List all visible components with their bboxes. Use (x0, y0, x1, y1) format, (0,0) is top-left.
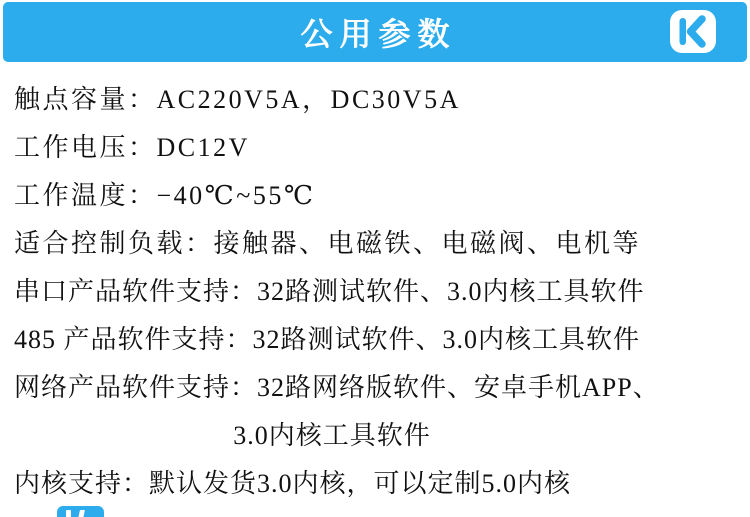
parameter-list (0, 76, 750, 508)
section-header-bar (3, 2, 747, 62)
param-line-serial-software: 串口产品软件支持：32路测试软件、3.0内核工具软件 (14, 277, 645, 306)
fragment-glyph (66, 510, 71, 517)
param-line-suitable-loads: 适合控制负载：接触器、电磁铁、电磁阀、电机等 (14, 229, 642, 258)
section-title: 公用参数 (300, 16, 457, 52)
param-line-working-temperature: 工作温度：−40℃~55℃ (14, 181, 316, 210)
param-line-network-software-cont: 3.0内核工具软件 (233, 421, 431, 450)
k-brand-logo-icon (670, 10, 716, 53)
param-line-working-voltage: 工作电压：DC12V (14, 133, 250, 162)
param-line-kernel-support: 内核支持：默认发货3.0内核，可以定制5.0内核 (14, 469, 572, 498)
fragment-glyph (78, 510, 85, 517)
param-line-network-software: 网络产品软件支持：32路网络版软件、安卓手机APP、 (14, 373, 660, 402)
param-line-485-software: 485 产品软件支持：32路测试软件、3.0内核工具软件 (14, 325, 641, 354)
param-line-contact-capacity: 触点容量：AC220V5A，DC30V5A (14, 85, 461, 114)
cropped-next-section-fragment (57, 506, 104, 517)
page (0, 2, 750, 517)
